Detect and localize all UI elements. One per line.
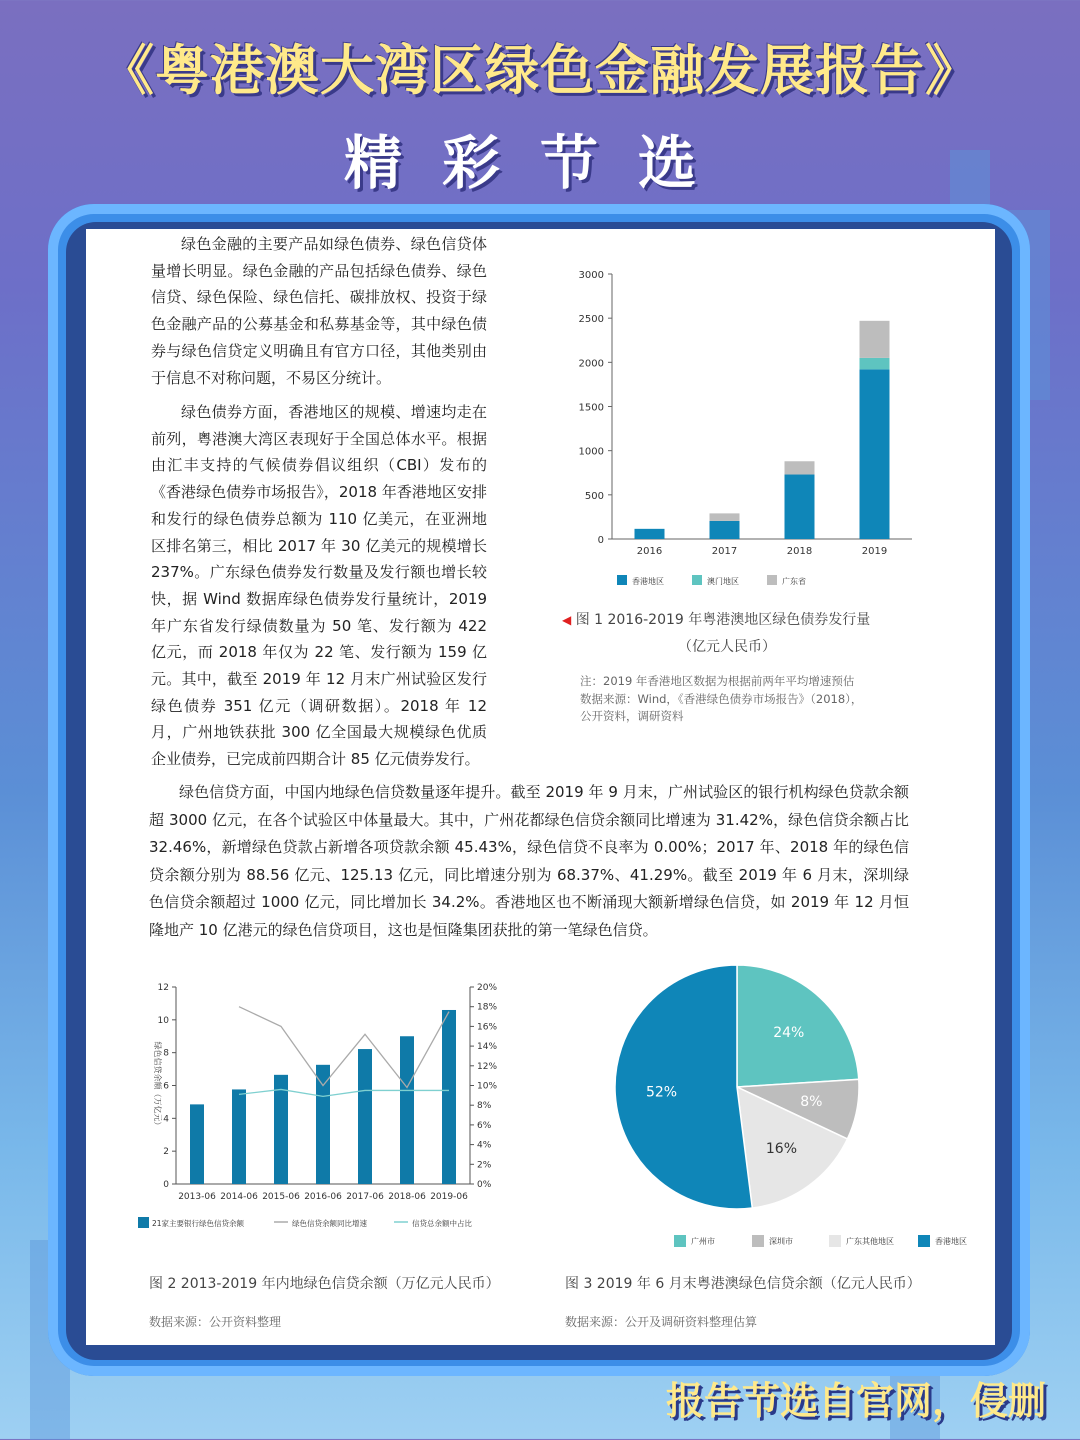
right-tick-label: 8%	[477, 1101, 492, 1112]
bar-segment	[710, 521, 740, 539]
credit-bar	[232, 1089, 246, 1184]
x-tick-label: 2015-06	[262, 1192, 300, 1202]
legend-label: 信贷总余额中占比	[412, 1219, 472, 1228]
left-tick-label: 0	[163, 1180, 169, 1190]
bar-segment	[785, 461, 815, 474]
bar-segment	[860, 321, 890, 358]
y-tick-label: 1500	[578, 402, 604, 414]
figure-3-caption: 图 3 2019 年 6 月末粤港澳绿色信贷余额（亿元人民币）	[565, 1276, 921, 1292]
poster-subtitle: 精彩节选	[343, 129, 736, 197]
credit-bar	[442, 1010, 456, 1184]
legend-swatch	[138, 1217, 149, 1228]
y-axis-title: 绿色信贷余额（万亿元）	[153, 1041, 162, 1130]
x-tick-label: 2016	[636, 546, 663, 557]
y-tick-label: 1000	[578, 446, 604, 458]
bar-segment	[635, 529, 665, 539]
legend-label: 深圳市	[769, 1237, 793, 1246]
y-tick-label: 2500	[578, 314, 604, 326]
right-tick-label: 18%	[477, 1002, 498, 1013]
growth-rate-line	[239, 1007, 449, 1088]
legend-label: 21家主要银行绿色信贷余额	[152, 1219, 245, 1228]
left-tick-label: 8	[163, 1048, 169, 1059]
legend-swatch	[617, 575, 627, 585]
credit-bar	[358, 1049, 372, 1184]
credit-bar	[274, 1075, 288, 1184]
paragraph-green-credit: 绿色信贷方面，中国内地绿色信贷数量逐年提升。截至 2019 年 9 月末，广州试验区的银行机构绿色贷款余额超 3000 亿元，在各个试验区中体量最大。其中，广州花都绿色信贷余额同比增速为 31.42%，绿色信贷余额占比 32.46%，新增绿色贷款占新增各项贷款余额 45.43%，绿色信贷不良率为 0.00%；2017 年、2018 年的绿色信贷余额分别为 88.56 亿元、125.13 亿元，同比增速分别为 68.37%、41.29%。截至 2019 年 6 月末，深圳绿色信贷余额超过 1000 亿元，同比增加长 34.2%。香港地区也不断涌现大额新增绿色信贷，如 2019 年 12 月恒隆地产 10 亿港元的绿色信贷项目，这也是恒隆集团获批的第一笔绿色信贷。	[149, 783, 909, 939]
figure-1-caption	[562, 609, 870, 629]
legend-label: 广东省	[782, 577, 806, 586]
figure-3-pie-chart	[556, 959, 967, 1259]
figure-1-bond-chart	[546, 259, 926, 599]
figure-3-source: 数据来源：公开及调研资料整理估算	[565, 1315, 758, 1329]
slice-label: 24%	[773, 1024, 805, 1041]
bar-segment	[860, 369, 890, 539]
right-tick-label: 16%	[477, 1022, 498, 1033]
legend-swatch	[752, 1235, 764, 1247]
figure-1-caption-text: 图 1 2016-2019 年粤港澳地区绿色债券发行量	[575, 612, 871, 628]
paragraph-green-finance: 绿色金融的主要产品如绿色债券、绿色信贷体量增长明显。绿色金融的产品包括绿色债券、绿色信贷、绿色保险、绿色信托、碳排放权、投资于绿色金融产品的公募基金和私募基金等，其中绿色债券与绿色信贷定义明确且有官方口径，其他类别由于信息不对称问题，不易区分统计。	[151, 235, 487, 387]
slice-label: 16%	[765, 1141, 798, 1158]
y-tick-label: 0	[597, 535, 604, 546]
figure-1-note	[580, 673, 862, 726]
legend-label: 广州市	[691, 1237, 715, 1246]
legend-label: 广东其他地区	[846, 1237, 894, 1246]
x-tick-label: 2013-06	[178, 1192, 216, 1202]
x-tick-label: 2019-06	[430, 1192, 468, 1202]
left-tick-label: 2	[163, 1147, 169, 1158]
figure-2-caption: 图 2 2013-2019 年内地绿色信贷余额（万亿元人民币）	[149, 1276, 500, 1292]
legend-label: 澳门地区	[707, 577, 739, 586]
slice-label: 8%	[800, 1094, 823, 1111]
left-tick-label: 6	[163, 1081, 169, 1092]
right-tick-label: 6%	[477, 1120, 492, 1131]
left-tick-label: 10	[157, 1015, 169, 1026]
paragraph-green-bonds: 绿色债券方面，香港地区的规模、增速均走在前列，粤港澳大湾区表现好于全国总体水平。根据由汇丰支持的气候债券倡议组织（CBI）发布的《香港绿色债券市场报告》，2018 年香港地区安排和发行的绿色债券总额为 110 亿美元，在亚洲地区排名第三，相比 2017 年 30 亿美元的规模增长 237%。广东绿色债券发行数量及发行额也增长较快，据 Wind 数据库绿色债券发行量统计，2019 年广东省发行绿债数量为 50 笔、发行额为 422 亿元，而 2018 年仅为 22 笔、发行额为 159 亿元。其中，截至 2019 年 12 月末广州试验区发行绿色债券 351 亿元（调研数据）。2018 年 12 月，广州地铁获批 300 亿全国最大规模绿色优质企业债券，已完成前四期合计 85 亿元债券发行。	[151, 403, 487, 769]
x-tick-label: 2016-06	[304, 1192, 342, 1202]
figure-1-source-line: 数据来源：Wind，《香港绿色债券市场报告》（2018），	[580, 691, 863, 706]
figure-2-credit-chart	[136, 971, 516, 1241]
figure-1-source-line: 公开资料，调研资料	[580, 709, 684, 723]
legend-swatch	[829, 1235, 841, 1247]
slice-label: 52%	[645, 1084, 678, 1101]
figure-1-note-line: 注：2019 年香港地区数据为根据前两年平均增速预估	[580, 674, 855, 688]
x-tick-label: 2017	[711, 546, 738, 557]
legend-label: 绿色信贷余额同比增速	[292, 1219, 367, 1228]
bar-segment	[785, 475, 815, 539]
x-tick-label: 2017-06	[346, 1192, 384, 1202]
credit-bar	[190, 1104, 204, 1184]
share-line	[239, 1089, 449, 1096]
figure-1-unit: （亿元人民币）	[678, 639, 776, 655]
caption-marker: ◀	[562, 613, 572, 627]
right-tick-label: 12%	[477, 1061, 498, 1072]
right-tick-label: 14%	[477, 1042, 498, 1053]
legend-swatch	[918, 1235, 930, 1247]
x-tick-label: 2014-06	[220, 1192, 258, 1202]
legend-swatch	[767, 575, 777, 585]
right-tick-label: 4%	[477, 1140, 492, 1151]
right-tick-label: 20%	[477, 983, 498, 993]
left-tick-label: 4	[163, 1114, 169, 1125]
poster-title: 《粤港澳大湾区绿色金融发展报告》	[100, 39, 980, 102]
legend-swatch	[692, 575, 702, 585]
legend-swatch	[674, 1235, 686, 1247]
x-tick-label: 2019	[861, 546, 888, 557]
credit-bar	[316, 1065, 330, 1184]
x-tick-label: 2018-06	[388, 1192, 426, 1202]
left-tick-label: 12	[157, 983, 169, 993]
report-page	[86, 229, 995, 1345]
credit-bar	[400, 1036, 414, 1184]
right-tick-label: 0%	[477, 1180, 492, 1190]
figure-2-source: 数据来源：公开资料整理	[149, 1315, 282, 1329]
x-tick-label: 2018	[786, 546, 813, 557]
legend-label: 香港地区	[935, 1237, 967, 1246]
right-tick-label: 10%	[477, 1081, 498, 1092]
y-tick-label: 500	[584, 490, 604, 502]
y-tick-label: 2000	[578, 358, 604, 370]
bar-segment	[860, 358, 890, 369]
bar-segment	[710, 513, 740, 521]
legend-label: 香港地区	[632, 577, 664, 586]
y-tick-label: 3000	[578, 270, 604, 281]
pie-slice	[615, 965, 752, 1209]
footer-disclaimer: 报告节选自官网，侵删	[665, 1379, 1046, 1423]
right-tick-label: 2%	[477, 1160, 492, 1171]
